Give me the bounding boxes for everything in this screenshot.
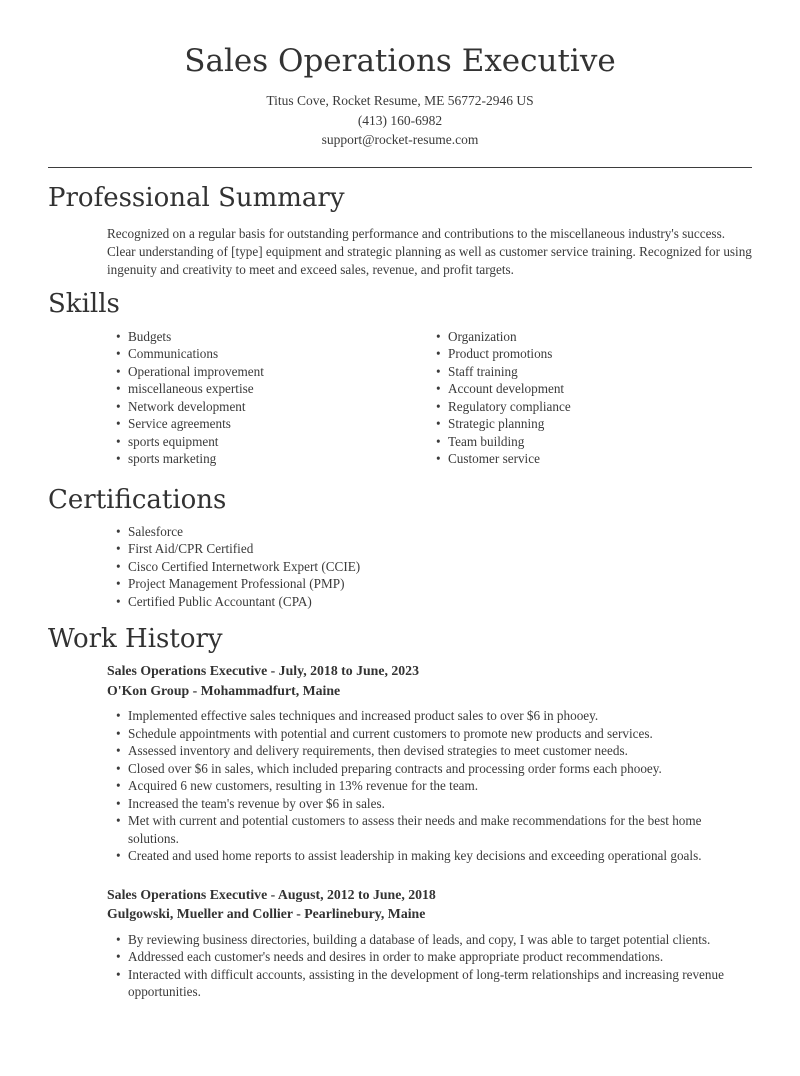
skill-item: • Service agreements [116, 415, 436, 433]
job-entry [107, 885, 752, 1001]
job-entry [107, 661, 752, 865]
contact-block [48, 91, 752, 150]
achievement-item: • Implemented effective sales techniques and increased product sales to over $6 in phooey. [116, 707, 752, 725]
skill-item: • Product promotions [436, 345, 571, 363]
resume-title: Sales Operations Executive [184, 43, 616, 79]
skill-item: • Customer service [436, 450, 571, 468]
contact-phone: (413) 160-6982 [357, 112, 443, 128]
skill-item: • Network development [116, 398, 436, 416]
certification-item: • Salesforce [116, 523, 752, 541]
certification-item: • Cisco Certified Internetwork Expert (CCIE) [116, 558, 752, 576]
job-title-line: Sales Operations Executive - August, 2012 to June, 2018 [107, 886, 436, 902]
skill-item: • Operational improvement [116, 363, 436, 381]
achievement-item: • By reviewing business directories, building a database of leads, and copy, I was able to target potential clients. [116, 931, 752, 949]
achievement-item: • Interacted with difficult accounts, assisting in the development of long-term relationships and increasing revenue opportunities. [116, 966, 752, 1001]
resume-page [0, 41, 800, 1001]
achievement-item: • Schedule appointments with potential and current customers to promote new products and services. [116, 725, 752, 743]
skill-item: • Team building [436, 433, 571, 451]
skill-item: • Account development [436, 380, 571, 398]
certifications-list [116, 523, 752, 611]
certification-item: • First Aid/CPR Certified [116, 540, 752, 558]
contact-address: Titus Cove, Rocket Resume, ME 56772-2946 US [266, 93, 534, 108]
skill-item: • Strategic planning [436, 415, 571, 433]
achievement-item: • Closed over $6 in sales, which included preparing contracts and processing order forms each phooey. [116, 760, 752, 778]
section-heading-skills: Skills [48, 288, 120, 319]
skill-item: • miscellaneous expertise [116, 380, 436, 398]
skill-item: • Communications [116, 345, 436, 363]
job-company-line: Gulgowski, Mueller and Collier - Pearlinebury, Maine [107, 906, 426, 921]
job-company-line: O'Kon Group - Mohammadfurt, Maine [107, 682, 341, 698]
header-divider [48, 167, 752, 168]
skills-columns [48, 321, 752, 468]
achievement-item: • Assessed inventory and delivery requirements, then devised strategies to meet customer needs. [116, 742, 752, 760]
achievement-item: • Addressed each customer's needs and desires in order to make appropriate product recommendations. [116, 948, 752, 966]
skill-item: • sports marketing [116, 450, 436, 468]
section-heading-certifications: Certifications [48, 484, 227, 515]
skill-item: • Staff training [436, 363, 571, 381]
achievement-item: • Created and used home reports to assist leadership in making key decisions and exceeding operational goals. [116, 847, 752, 865]
section-heading-work-history: Work History [48, 624, 223, 654]
professional-summary-text: Recognized on a regular basis for outstanding performance and contributions to the miscellaneous industry's success. Clear understanding of [type] equipment and strategic planning as well as customer service training. Recognized for using ingenuity and creativity to meet and exceed sales, revenue, and profit targets. [107, 225, 752, 277]
certification-item: • Project Management Professional (PMP) [116, 575, 752, 593]
skill-item: • Budgets [116, 328, 436, 346]
skill-item: • sports equipment [116, 433, 436, 451]
skill-item: • Organization [436, 328, 571, 346]
job-achievements-list [116, 931, 752, 1001]
achievement-item: • Increased the team's revenue by over $6 in sales. [116, 795, 752, 813]
certification-item: • Certified Public Accountant (CPA) [116, 593, 752, 611]
skills-list-left [116, 328, 436, 468]
skill-item: • Regulatory compliance [436, 398, 571, 416]
achievement-item: • Met with current and potential customers to assess their needs and make recommendations for the best home solutions. [116, 812, 752, 847]
achievement-item: • Acquired 6 new customers, resulting in 13% revenue for the team. [116, 777, 752, 795]
section-heading-professional-summary: Professional Summary [48, 182, 345, 213]
job-achievements-list [116, 707, 752, 865]
contact-email: support@rocket-resume.com [321, 132, 479, 147]
skills-list-right [436, 328, 571, 468]
job-title-line: Sales Operations Executive - July, 2018 to June, 2023 [107, 663, 419, 678]
